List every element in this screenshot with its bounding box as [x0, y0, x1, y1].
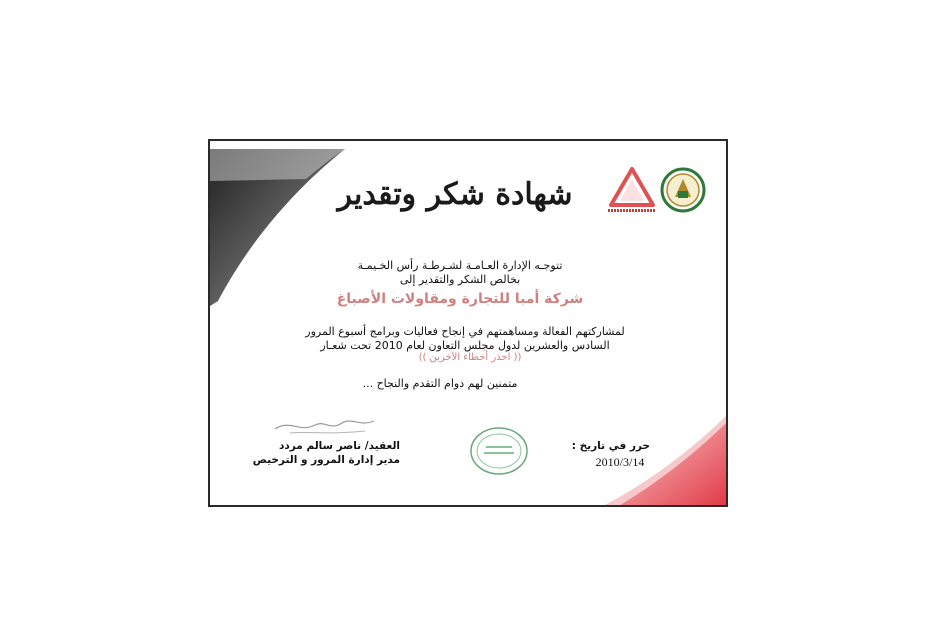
certificate — [208, 139, 728, 507]
slogan: (( احذر أخطاء الآخرين )) — [418, 352, 522, 363]
thanks-line: بخالص الشكر والتقدير إلى — [399, 273, 521, 286]
certificate-title: شهادة شكر وتقدير — [337, 177, 573, 212]
signatory-name: العقيد/ ناصر سالم مردد — [279, 440, 400, 452]
wish-line: متمنين لهم دوام التقدم والنجاح ... — [362, 377, 518, 390]
reason-line-2: السادس والعشرين لدول مجلس التعاون لعام 2010 تحت شعـار — [320, 339, 610, 352]
official-stamp-icon — [468, 426, 530, 476]
intro-line: تتوجـه الإدارة العـامـة لشـرطـة رأس الخـيمـة — [357, 259, 563, 272]
police-emblem-icon — [660, 167, 706, 213]
signatory-position: مدير إدارة المرور و الترخيص — [252, 454, 400, 466]
warning-triangle-icon — [608, 165, 656, 211]
triangle-caption — [608, 209, 656, 212]
signature-icon — [270, 411, 380, 441]
reason-line-1: لمشاركتهم الفعالة ومساهمتهم في إنجاح فعاليات وبرامج أسبوع المرور — [305, 325, 625, 338]
recipient-company: شركة أمبا للتجارة ومقاولات الأصباغ — [336, 291, 584, 307]
date-label: حرر في تاريخ : — [571, 440, 650, 452]
date-value: 2010/3/14 — [595, 455, 645, 469]
